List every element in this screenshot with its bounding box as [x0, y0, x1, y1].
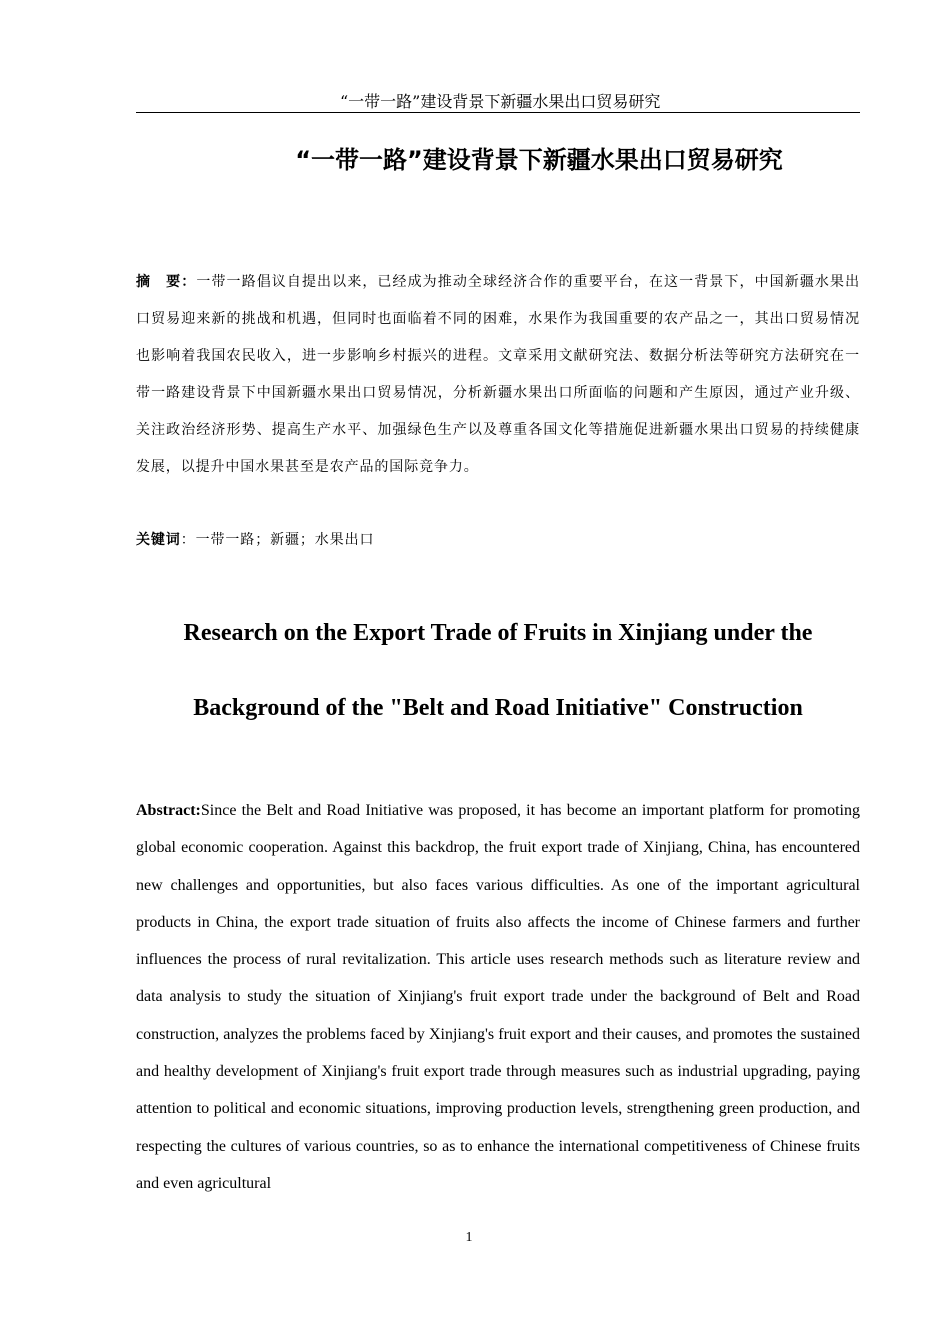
- english-title-line-1: Research on the Export Trade of Fruits in Xinjiang under the: [183, 620, 813, 646]
- english-abstract-text: Since the Belt and Road Initiative was proposed, it has become an important platform for promoting global economic cooperation. Against this backdrop, the fruit export trade of Xinjiang, China, has encountered new challenges and opportunities, but also faces various difficulties. As one of the important agricultural products in China, the export trade situation of fruits also affects the income of Chinese farmers and further influences the process of rural revitalization. This article uses research methods such as literature review and data analysis to study the situation of Xinjiang's fruit export trade under the background of Belt and Road construction, analyzes the problems faced by Xinjiang's fruit export and their causes, and promotes the sustained and healthy development of Xinjiang's fruit export trade through measures such as industrial upgrading, paying attention to political and economic situations, improving production levels, strengthening green production, and respecting the cultures of various countries, so as to enhance the international competitiveness of Chinese fruits and even agricultural: [136, 802, 860, 1192]
- page-number: 1: [465, 1230, 473, 1245]
- chinese-keywords: [136, 522, 860, 559]
- english-title-line-2: Background of the "Belt and Road Initiative" Construction: [193, 695, 803, 721]
- english-abstract-label: Abstract:: [136, 802, 201, 819]
- chinese-abstract-text: 一带一路倡议自提出以来，已经成为推动全球经济合作的重要平台，在这一背景下，中国新疆水果出口贸易迎来新的挑战和机遇，但同时也面临着不同的困难，水果作为我国重要的农产品之一，其出口贸易情况也影响着我国农民收入，进一步影响乡村振兴的进程。文章采用文献研究法、数据分析法等研究方法研究在一带一路建设背景下中国新疆水果出口贸易情况，分析新疆水果出口所面临的问题和产生原因，通过产业升级、关注政治经济形势、提高生产水平、加强绿色生产以及尊重各国文化等措施促进新疆水果出口贸易的持续健康发展，以提升中国水果甚至是农产品的国际竞争力。: [136, 274, 860, 475]
- chinese-abstract-label: 摘 要：: [136, 274, 197, 290]
- page-header: [136, 92, 860, 113]
- running-title: “一带一路”建设背景下新疆水果出口贸易研究: [340, 92, 661, 111]
- chinese-abstract: [136, 264, 860, 486]
- chinese-keywords-label: 关键词: [136, 532, 181, 548]
- chinese-title: “一带一路”建设背景下新疆水果出口贸易研究: [295, 146, 783, 174]
- english-abstract: [136, 792, 860, 1202]
- chinese-keywords-text: ：一带一路；新疆；水果出口: [180, 532, 375, 548]
- english-title: [136, 596, 860, 746]
